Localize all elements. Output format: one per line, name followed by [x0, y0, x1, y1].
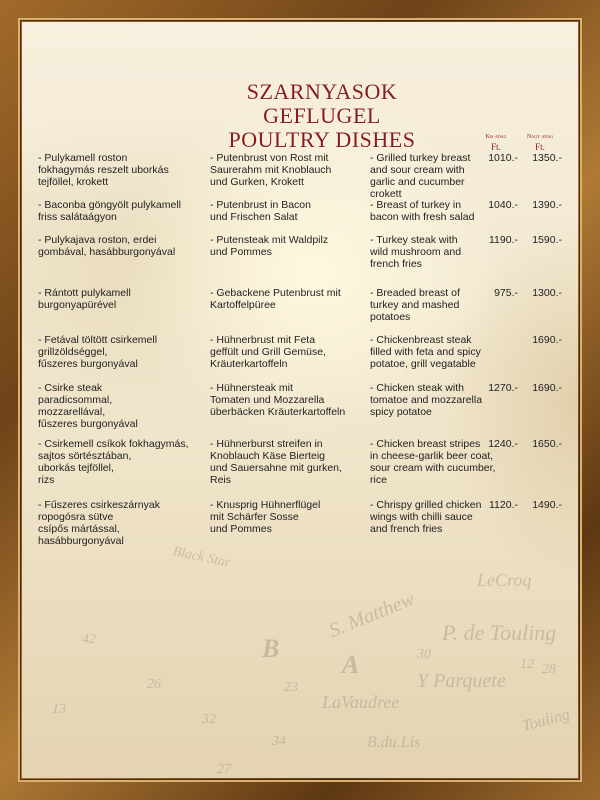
map-number: 42	[82, 632, 96, 647]
price-header-large-caption: Nagy adag	[526, 134, 554, 140]
item-name-english: - Chicken breast stripes in cheese-garlik beer coat, sour cream with cucumber, rice	[370, 438, 496, 486]
item-name-hungarian: - Pulykamell roston fokhagymás reszelt uborkás tejföllel, krokett	[38, 152, 169, 188]
menu-page	[22, 22, 578, 778]
item-name-hungarian: - Fűszeres csirkeszárnyak ropogósra sütve csípős mártással, hasábburgonyával	[38, 499, 160, 547]
map-text-touling-2: Touling	[520, 706, 572, 735]
map-text-black-star: Black Star	[171, 544, 232, 571]
map-number: 30	[417, 647, 431, 662]
menu-title	[172, 80, 472, 152]
item-name-german: - Putenbrust von Rost mit Saurerahm mit Knoblauch und Gurken, Krokett	[210, 152, 332, 188]
item-name-german: - Hühnersteak mit Tomaten und Mozzarella überbäcken Kräuterkartoffeln	[210, 382, 346, 418]
item-name-hungarian: - Pulykajava roston, erdei gombával, hasábburgonyával	[38, 234, 176, 258]
item-name-english: - Chickenbreast steak filled with feta and spicy potatoe, grill vegatable	[370, 334, 481, 370]
map-number: 12	[520, 657, 534, 672]
price-small: 1040.-	[488, 199, 518, 211]
price-large: 1490.-	[532, 499, 562, 511]
map-number: 13	[52, 702, 66, 717]
price-large: 1590.-	[532, 234, 562, 246]
map-text-lavaudree: LaVaudree	[322, 692, 400, 712]
item-name-english: - Chrispy grilled chicken wings with chilli sauce and french fries	[370, 499, 482, 535]
map-number: 26	[147, 677, 161, 692]
price-small: 975.-	[494, 287, 518, 299]
map-letter-a: A	[342, 650, 360, 679]
price-large: 1390.-	[532, 199, 562, 211]
title-german: GEFLUGEL	[263, 103, 381, 128]
map-letter-b: B	[262, 634, 280, 663]
item-name-hungarian: - Rántott pulykamell burgonyapürével	[38, 287, 131, 311]
map-text-touling: P. de Touling	[442, 620, 557, 645]
price-header-large	[518, 134, 562, 152]
item-name-german: - Knusprig Hühnerflügel mit Schärfer Sosse und Pommes	[210, 499, 321, 535]
map-text-s-matthew: S. Matthew	[325, 587, 418, 643]
map-text-lecroq: LeCroq	[477, 570, 532, 590]
price-large: 1650.-	[532, 438, 562, 450]
price-small: 1190.-	[489, 234, 518, 246]
price-small: 1120.-	[489, 499, 518, 511]
price-small: 1010.-	[488, 152, 518, 164]
item-name-hungarian: - Fetával töltött csirkemell grillzöldséggel, fűszeres burgonyával	[38, 334, 158, 370]
item-name-english: - Breaded breast of turkey and mashed potatoes	[370, 287, 460, 323]
item-name-hungarian: - Csirkemell csíkok fokhagymás, sajtos sörtésztában, uborkás tejföllel, rizs	[38, 438, 189, 486]
map-number: 23	[284, 680, 298, 695]
map-text-bdulis: B.du.Lis	[367, 734, 421, 751]
price-header-small-caption: Kis adag	[485, 134, 507, 140]
map-number: 32	[202, 712, 216, 727]
price-header-small-currency: Ft.	[491, 142, 501, 152]
map-text-parquete: Y Parquete	[417, 670, 506, 692]
price-header-large-currency: Ft.	[535, 142, 545, 152]
item-name-hungarian: - Baconba göngyölt pulykamell friss salátaágyon	[38, 199, 182, 223]
map-number: 34	[272, 734, 286, 749]
price-small: 1240.-	[488, 438, 518, 450]
price-header-small	[474, 134, 518, 152]
map-number: 28	[542, 662, 556, 677]
item-name-german: - Hühnerburst streifen in Knoblauch Käse Bierteig und Sauersahne mit gurken, Reis	[210, 438, 342, 486]
price-large: 1690.-	[532, 334, 562, 346]
item-name-english: - Grilled turkey breast and sour cream with garlic and cucumber crokett	[370, 152, 471, 200]
price-large: 1350.-	[532, 152, 562, 164]
title-hungarian: SZARNYASOK	[246, 79, 398, 104]
item-name-german: - Putensteak mit Waldpilz und Pommes	[210, 234, 329, 258]
item-name-english: - Breast of turkey in bacon with fresh salad	[370, 199, 475, 223]
price-large: 1300.-	[532, 287, 562, 299]
item-name-german: - Putenbrust in Bacon und Frischen Salat	[210, 199, 311, 223]
item-name-german: - Hühnerbrust mit Feta geffült und Grill Gemüse, Kräuterkartoffeln	[210, 334, 326, 370]
price-large: 1690.-	[532, 382, 562, 394]
item-name-english: - Turkey steak with wild mushroom and french fries	[370, 234, 462, 270]
map-number: 27	[217, 762, 231, 777]
item-name-german: - Gebackene Putenbrust mit Kartoffelpüree	[210, 287, 341, 311]
title-english: POULTRY DISHES	[228, 127, 416, 152]
item-name-english: - Chicken steak with tomatoe and mozzarella spicy potatoe	[370, 382, 483, 418]
price-small: 1270.-	[488, 382, 518, 394]
item-name-hungarian: - Csirke steak paradicsommal, mozzarellával, fűszeres burgonyával	[38, 382, 138, 430]
